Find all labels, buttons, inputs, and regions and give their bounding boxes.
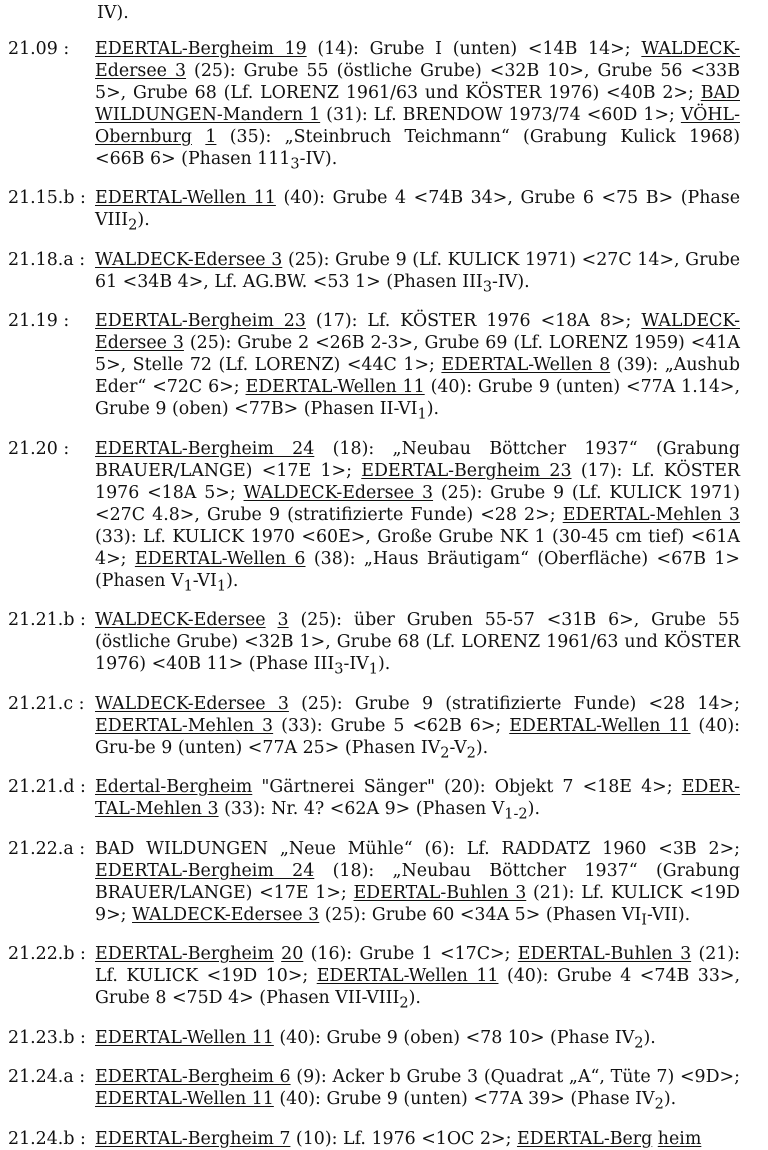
entry-separator: : bbox=[74, 610, 86, 631]
catalog-entry bbox=[0, 693, 768, 764]
site-name: EDERTAL-Wellen 11 bbox=[95, 1089, 274, 1110]
site-name: WALDECK-Edersee bbox=[95, 610, 266, 631]
entry-text: ). bbox=[527, 799, 540, 820]
entry-text: ). bbox=[663, 1089, 677, 1110]
site-name: EDERTAL-Buhlen 3 bbox=[517, 944, 692, 965]
entry-code bbox=[0, 310, 95, 425]
entry-text: (40): Grube 9 (unten) <77A 39> (Phase IV bbox=[273, 1089, 655, 1110]
entry-text: -IV bbox=[343, 654, 369, 675]
entry-text: -IV). bbox=[492, 271, 530, 292]
entry-text: IV). bbox=[97, 3, 129, 23]
entry-text: ). bbox=[408, 988, 421, 1009]
site-name: heim bbox=[657, 1128, 702, 1149]
entry-text: (35): „Steinbruch Teichmann“ (Grabung Kulick 1968) <66B 6> (Phasen 111 bbox=[95, 127, 741, 169]
entry-separator: : bbox=[74, 1027, 86, 1048]
site-name: 3 bbox=[277, 610, 289, 631]
catalog-entry bbox=[0, 438, 768, 597]
phase-subscript: 1 bbox=[417, 406, 427, 423]
entry-text bbox=[266, 610, 278, 630]
entry-text: "Gärtnerei Sänger" (20): Objekt 7 <18E 4>; bbox=[252, 777, 682, 798]
entry-text: (25): Grube 9 (Lf. KULICK 1971) <27C 14>, Grube 61 <34B 4>, Lf. AG.BW. <53 1> (Phasen III bbox=[95, 249, 741, 292]
entry-text: (40): Grube 4 <74B 34>, Grube 6 <75 B> (Phase VIII bbox=[95, 188, 740, 231]
entry-text: ). bbox=[378, 654, 391, 675]
entry-text: -IV). bbox=[299, 149, 338, 169]
phase-subscript: 1-2 bbox=[504, 806, 528, 823]
entry-code-label: 21.20 bbox=[8, 438, 58, 459]
site-name: EDERTAL-Wellen 6 bbox=[134, 548, 306, 569]
entry-body bbox=[95, 1027, 740, 1054]
entry-code-label: 21.21.d bbox=[8, 777, 75, 798]
entry-text: ). bbox=[426, 399, 440, 420]
phase-subscript: 3 bbox=[290, 156, 300, 173]
entry-code-label: 21.22.a bbox=[8, 838, 74, 859]
entry-list bbox=[0, 38, 768, 1150]
entry-separator: : bbox=[73, 1067, 86, 1088]
entry-text: (25): über Gruben 55-57 <31B 6>, Grube 55 (östliche Grube) <32B 1>, Grube 68 (Lf. LORENZ 1961/63 und KÖSTER 1976) <40B 11> (Phase III bbox=[95, 610, 740, 675]
entry-code bbox=[0, 838, 95, 931]
site-name: EDERTAL-Bergheim 7 bbox=[95, 1128, 291, 1149]
site-name: EDERTAL-Buhlen 3 bbox=[353, 882, 527, 903]
phase-subscript: 3 bbox=[482, 279, 493, 296]
catalog-entry bbox=[0, 1066, 768, 1115]
entry-code bbox=[0, 249, 95, 298]
entry-text: (25): Grube 9 (stratifizierte Funde) <28 14>; bbox=[288, 693, 740, 714]
phase-subscript: 2 bbox=[399, 995, 409, 1012]
entry-code bbox=[0, 776, 95, 825]
site-name: WALDECK-Edersee 3 bbox=[95, 311, 740, 354]
entry-code bbox=[0, 609, 95, 680]
entry-text: ). bbox=[643, 1027, 656, 1048]
entry-code-label: 21.24.a bbox=[8, 1067, 74, 1088]
entry-code-label: 21.15.b bbox=[8, 188, 75, 209]
site-name: WALDECK-Edersee 3 bbox=[132, 904, 320, 925]
entry-body bbox=[95, 249, 740, 298]
site-name: EDERTAL-Bergheim 19 bbox=[95, 39, 307, 59]
phase-subscript: 1 bbox=[183, 578, 193, 595]
entry-separator: : bbox=[57, 39, 70, 59]
entry-text: (40): Grube 9 (unten) <77A 1.14>, Grube 9 (oben) <77B> (Phasen II-VI bbox=[95, 377, 740, 420]
entry-text: (25): Grube 9 (Lf. KULICK 1971) <27C 4.8>, Grube 9 (stratifizierte Funde) <28 2>; bbox=[95, 482, 740, 525]
catalog-entry bbox=[0, 609, 768, 680]
entry-code-label: 21.24.b bbox=[8, 1128, 75, 1149]
entry-code bbox=[0, 187, 95, 236]
entry-text: -VII). bbox=[646, 904, 691, 925]
entry-text: (17): Lf. KÖSTER 1976 <18A 8>; bbox=[305, 311, 642, 332]
entry-separator: : bbox=[74, 944, 86, 965]
site-name: WALDECK-Edersee 3 bbox=[95, 693, 289, 714]
site-name: EDERTAL-Wellen 11 bbox=[316, 966, 499, 987]
phase-subscript: 2 bbox=[128, 217, 138, 234]
site-name: EDERTAL-Bergheim 24 bbox=[95, 860, 315, 881]
entry-text: (40): Grube 4 <74B 33>, Grube 8 <75D 4> (Phasen VII-VIII bbox=[95, 966, 740, 1009]
entry-code bbox=[0, 1128, 95, 1150]
entry-code bbox=[0, 693, 95, 764]
continuation-text bbox=[0, 2, 742, 24]
entry-code bbox=[0, 438, 95, 597]
entry-text: ). bbox=[137, 210, 150, 231]
entry-text: (21): Lf. KULICK <19D 10>; bbox=[95, 944, 741, 987]
entry-code-label: 21.21.c bbox=[8, 693, 74, 714]
catalog-entry bbox=[0, 249, 768, 298]
entry-body bbox=[95, 943, 740, 1014]
entry-text: (25): Grube 60 <34A 5> (Phasen VI bbox=[319, 904, 642, 925]
entry-code-label: 21.22.b bbox=[8, 944, 75, 965]
site-name: EDERTAL-Mehlen 3 bbox=[562, 504, 740, 525]
site-name: EDERTAL-Wellen 8 bbox=[441, 355, 611, 376]
entry-text: (39): „Aushub Eder“ <72C 6>; bbox=[95, 355, 740, 398]
site-name: BAD WILDUNGEN-Mandern 1 bbox=[95, 83, 740, 125]
entry-code bbox=[0, 1066, 95, 1115]
catalog-entry bbox=[0, 776, 768, 825]
entry-text: (16): Grube 1 <17C>; bbox=[303, 944, 518, 965]
phase-subscript: 1 bbox=[216, 578, 227, 595]
entry-text: (9): Acker b Grube 3 (Quadrat „A“, Tüte 7) <9D>; bbox=[290, 1067, 740, 1088]
entry-separator: : bbox=[57, 438, 70, 459]
entry-text: (18): „Neubau Böttcher 1937“ (Grabung BRAUER/LANGE) <17E 1>; bbox=[95, 860, 740, 903]
entry-separator: : bbox=[73, 693, 85, 714]
site-name: EDERTAL-Wellen 11 bbox=[245, 377, 425, 398]
site-name: WALDECK-Edersee 3 bbox=[95, 249, 283, 270]
site-name: EDERTAL-Bergheim 23 bbox=[361, 460, 572, 481]
entry-body bbox=[95, 38, 740, 175]
entry-text: (31): Lf. BRENDOW 1973/74 <60D 1>; bbox=[320, 105, 681, 125]
phase-subscript: 1 bbox=[368, 661, 378, 678]
catalog-entry bbox=[0, 943, 768, 1014]
entry-text: (14): Grube I (unten) <14B 14>; bbox=[306, 39, 642, 59]
site-name: WALDECK-Edersee 3 bbox=[95, 39, 740, 81]
entry-text: (33): Nr. 4? <62A 9> (Phasen V bbox=[218, 799, 505, 820]
entry-text: (25): Grube 55 (östliche Grube) <32B 10>, Grube 56 <33B 5>, Grube 68 (Lf. LORENZ 1961/63 und KÖSTER 1976) <40B 2>; bbox=[95, 61, 740, 103]
catalog-entry bbox=[0, 1027, 768, 1054]
site-name: EDERTAL-Bergheim 6 bbox=[95, 1067, 291, 1088]
site-name: 20 bbox=[281, 944, 304, 965]
entry-text: (21): Lf. KULICK <19D 9>; bbox=[95, 882, 740, 925]
entry-text: (18): „Neubau Böttcher 1937“ (Grabung BRAUER/LANGE) <17E 1>; bbox=[95, 438, 740, 481]
site-name: EDER-TAL-Mehlen 3 bbox=[95, 777, 740, 820]
entry-separator: : bbox=[74, 777, 86, 798]
entry-text: (10): Lf. 1976 <1OC 2>; bbox=[290, 1128, 517, 1149]
site-name: EDERTAL-Bergheim 23 bbox=[95, 311, 306, 332]
entry-code-label: 21.21.b bbox=[8, 610, 75, 631]
phase-subscript: 2 bbox=[440, 745, 450, 762]
site-name: WALDECK-Edersee 3 bbox=[243, 482, 434, 503]
site-name: EDERTAL-Mehlen 3 bbox=[95, 715, 274, 736]
entry-code bbox=[0, 38, 95, 175]
entry-body bbox=[95, 693, 740, 764]
site-name: EDERTAL-Wellen 11 bbox=[95, 1027, 274, 1048]
site-name: 1 bbox=[205, 127, 217, 147]
entry-code bbox=[0, 1027, 95, 1054]
entry-body bbox=[95, 1066, 740, 1115]
phase-subscript: 2 bbox=[654, 1096, 664, 1113]
entry-code bbox=[0, 943, 95, 1014]
catalog-entry bbox=[0, 187, 768, 236]
entry-separator: : bbox=[57, 311, 70, 332]
entry-text: (17): Lf. KÖSTER 1976 <18A 5>; bbox=[95, 460, 740, 503]
phase-subscript: I bbox=[641, 912, 647, 929]
site-name: Edertal-Bergheim bbox=[95, 777, 253, 798]
entry-body bbox=[95, 776, 740, 825]
entry-code-label: 21.23.b bbox=[8, 1027, 75, 1048]
entry-code-label: 21.19 bbox=[8, 311, 58, 332]
entry-text: -VI bbox=[192, 570, 217, 591]
entry-body bbox=[95, 438, 740, 597]
entry-text: (38): „Haus Bräutigam“ (Oberfläche) <67B 1> (Phasen V bbox=[95, 548, 741, 591]
entry-text: (33): Grube 5 <62B 6>; bbox=[273, 715, 510, 736]
site-name: EDERTAL-Bergheim bbox=[95, 944, 274, 965]
phase-subscript: 3 bbox=[334, 661, 344, 678]
phase-subscript: 2 bbox=[634, 1035, 644, 1052]
entry-separator: : bbox=[74, 188, 86, 209]
entry-text bbox=[192, 127, 205, 147]
entry-code-label: 21.18.a bbox=[8, 249, 74, 270]
entry-body bbox=[95, 310, 740, 425]
site-name: EDERTAL-Wellen 11 bbox=[95, 188, 276, 209]
entry-separator: : bbox=[74, 1128, 86, 1149]
entry-text: (40): Grube 9 (oben) <78 10> (Phase IV bbox=[273, 1027, 635, 1048]
entry-body bbox=[95, 187, 740, 236]
catalog-entry bbox=[0, 310, 768, 425]
entry-text: ). bbox=[475, 737, 489, 758]
catalog-entry bbox=[0, 1128, 768, 1150]
site-name: EDERTAL-Bergheim 24 bbox=[95, 438, 315, 459]
phase-subscript: 2 bbox=[466, 745, 476, 762]
site-name: EDERTAL-Wellen 11 bbox=[509, 715, 691, 736]
entry-separator: : bbox=[73, 838, 86, 859]
entry-text: (40): Gru-be 9 (unten) <77A 25> (Phasen IV bbox=[95, 715, 740, 758]
catalog-entry bbox=[0, 838, 768, 931]
entry-body bbox=[95, 838, 740, 931]
entry-text: ). bbox=[226, 570, 239, 591]
entry-body bbox=[95, 1128, 740, 1150]
entry-text: BAD WILDUNGEN „Neue Mühle“ (6): Lf. RADDATZ 1960 <3B 2>; bbox=[95, 838, 740, 859]
entry-separator: : bbox=[73, 249, 86, 270]
entry-text: -V bbox=[449, 737, 467, 758]
site-name: EDERTAL-Berg bbox=[516, 1128, 653, 1149]
entry-text: (33): Lf. KULICK 1970 <60E>, Große Grube NK 1 (30-45 cm tief) <61A 4>; bbox=[95, 526, 740, 569]
site-name: VÖHL-Obernburg bbox=[95, 105, 740, 147]
entry-code-label: 21.09 bbox=[8, 39, 58, 59]
catalog-entry bbox=[0, 38, 768, 175]
entry-text: (25): Grube 2 <26B 2-3>, Grube 69 (Lf. LORENZ 1959) <41A 5>, Stelle 72 (Lf. LORENZ) <44C 1>; bbox=[95, 333, 740, 376]
entry-body bbox=[95, 609, 740, 680]
